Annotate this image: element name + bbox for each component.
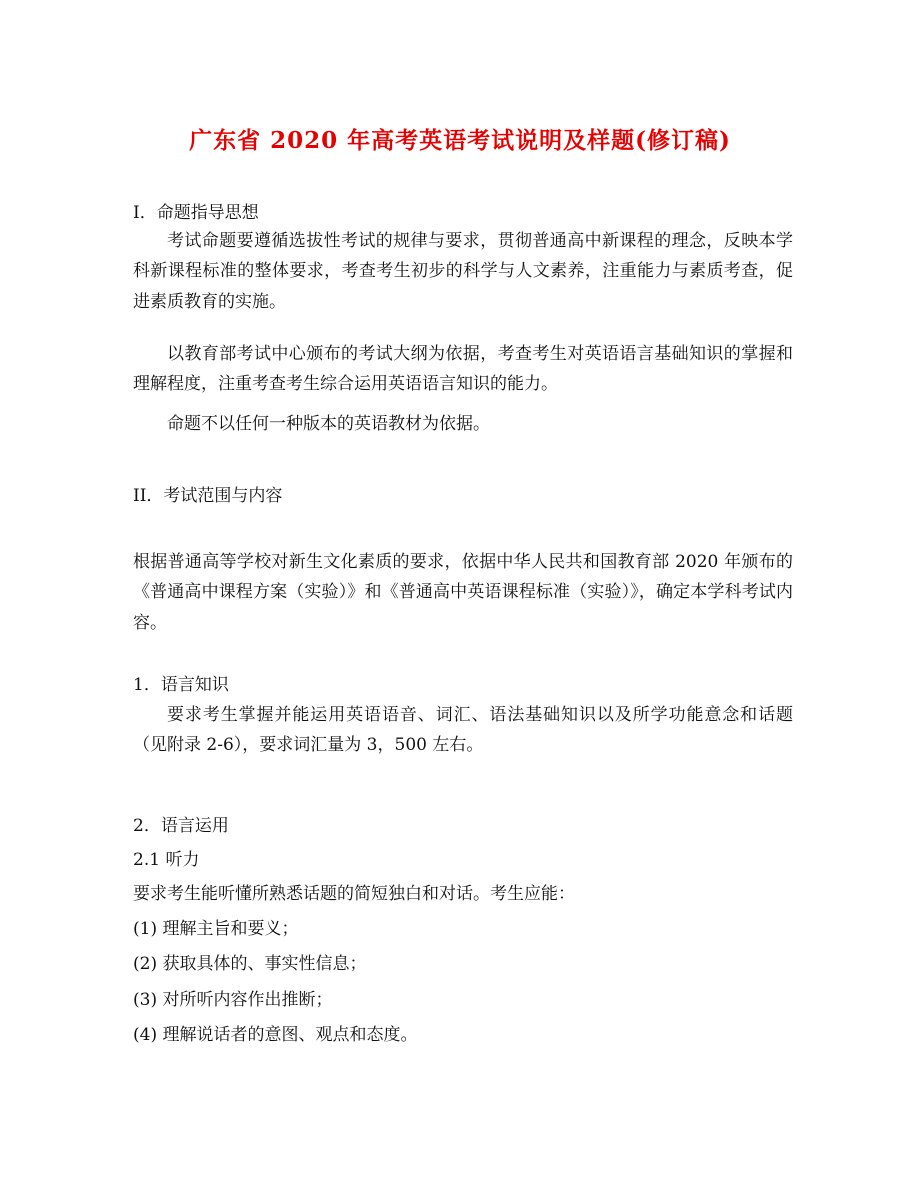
subsection1-heading: 1．语言知识: [133, 675, 229, 695]
document-title: 广东省 2020 年高考英语考试说明及样题(修订稿): [189, 127, 731, 154]
section1-heading: I．命题指导思想: [133, 203, 259, 223]
listening-item: (3) 对所听内容作出推断；: [133, 990, 333, 1010]
section1-paragraph-1: 考试命题要遵循选拔性考试的规律与要求，贯彻普通高中新课程的理念，反映本学科新课程标准的整体要求，考查考生初步的科学与人文素养，注重能力与素质考查，促进素质教育的实施。: [133, 231, 793, 312]
section1-paragraph-2: 以教育部考试中心颁布的考试大纲为依据，考查考生对英语语言基础知识的掌握和理解程度，注重考查考生综合运用英语语言知识的能力。: [133, 344, 793, 395]
listening-heading: 2.1 听力: [133, 850, 200, 870]
listening-item: (2) 获取具体的、事实性信息；: [133, 954, 367, 974]
subsection2-heading: 2．语言运用: [133, 816, 229, 836]
listening-intro: 要求考生能听懂所熟悉话题的简短独白和对话。考生应能：: [133, 884, 575, 904]
section1-paragraph-3: 命题不以任何一种版本的英语教材为依据。: [167, 414, 490, 434]
listening-item: (4) 理解说话者的意图、观点和态度。: [133, 1025, 418, 1045]
subsection1-text: 要求考生掌握并能运用英语语音、词汇、语法基础知识以及所学功能意念和话题（见附录 2-6），要求词汇量为 3，500 左右。: [133, 705, 793, 756]
section2-intro: 根据普通高等学校对新生文化素质的要求，依据中华人民共和国教育部 2020 年颁布的《普通高中课程方案（实验）》和《普通高中英语课程标准（实验）》，确定本学科考试内容。: [133, 552, 793, 633]
listening-item: (1) 理解主旨和要义；: [133, 919, 299, 939]
section2-heading: II．考试范围与内容: [133, 486, 283, 506]
